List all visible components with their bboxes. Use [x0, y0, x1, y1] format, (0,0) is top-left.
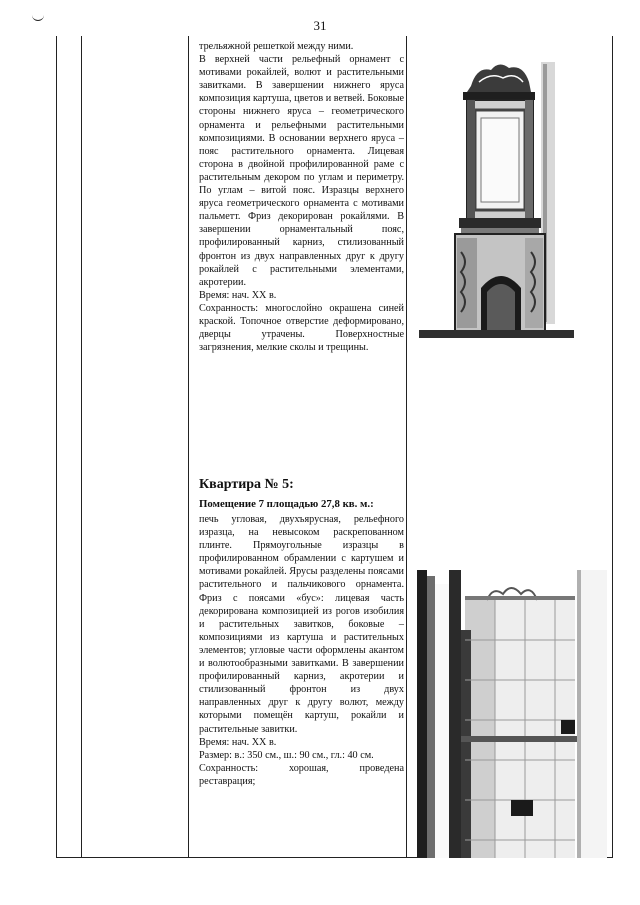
size-line: Размер: в.: 350 см., ш.: 90 см., гл.: 40 см.	[199, 749, 374, 761]
table-divider-1	[81, 36, 82, 858]
time-line: Время: нач. XX в.	[199, 289, 277, 301]
table-divider-3	[406, 36, 407, 858]
description-paragraph: печь угловая, двухъярусная, рельефного изразца, на невысоком раскрепованном плинте. Прямоугольные изразцы в профилированном обрамлении с картушем и мотивами рокайлей. Ярусы разделены поясами растительного и пальчикового орнамента. Фриз с поясами «бус»: лицевая часть декорирована композицией из рогов изобилия и растительных завитков, боковые – композициями из картуша и растительных элементов; угловые части оформлены акантом и волютообразными завитками. В завершении профилированный карниз, акротерии и стилизованный фронтон из двух направленных друг к другу волют, между которыми помещён картуш, рокайли и растительные завитки.	[199, 514, 404, 735]
apartment-5-section	[199, 476, 404, 788]
condition-paragraph: Сохранность: многослойно окрашена синей краской. Топочное отверстие деформировано, дверцы утрачены. Поверхностные загрязнения, мелкие сколы и трещины.	[199, 302, 404, 354]
table-divider-2	[188, 36, 189, 858]
description-column	[199, 36, 404, 858]
condition-paragraph: Сохранность: хорошая, проведена реставрация;	[199, 762, 404, 787]
description-paragraph: трельяжной решеткой между ними.	[199, 41, 354, 52]
room-subheading: Помещение 7 площадью 27,8 кв. м.:	[199, 498, 374, 510]
stove-photo-1	[419, 52, 574, 338]
table-border-right	[612, 36, 613, 858]
stove-description-1	[199, 40, 404, 354]
time-line: Время: нач. XX в.	[199, 736, 277, 748]
inventory-table	[56, 36, 612, 858]
apartment-heading: Квартира № 5:	[199, 477, 294, 492]
table-border-left	[56, 36, 57, 858]
page-number: 31	[313, 18, 327, 33]
stove-photo-2	[417, 570, 607, 858]
description-paragraph: В верхней части рельефный орнамент с мотивами рокайлей, волют и растительными завитками. В завершении нижнего яруса композиция картуша, цветов и ветвей. Боковые стороны нижнего яруса – геометрического орнамента и рельефными растительными композициями. В основании верхнего яруса – пояс растительного орнамента. Лицевая сторона в двойной профилированной раме с растительным декором по углам и периметру. По углам – витой пояс. Изразцы верхнего яруса геометрического орнамента с мотивами пальметт. Фриз декорирован рокайлями. В завершении орнаментальный пояс, профилированный карниз, стилизованный фронтон из двух направленных друг к другу рокайлей с растительными элементами, акротерии.	[199, 54, 404, 288]
